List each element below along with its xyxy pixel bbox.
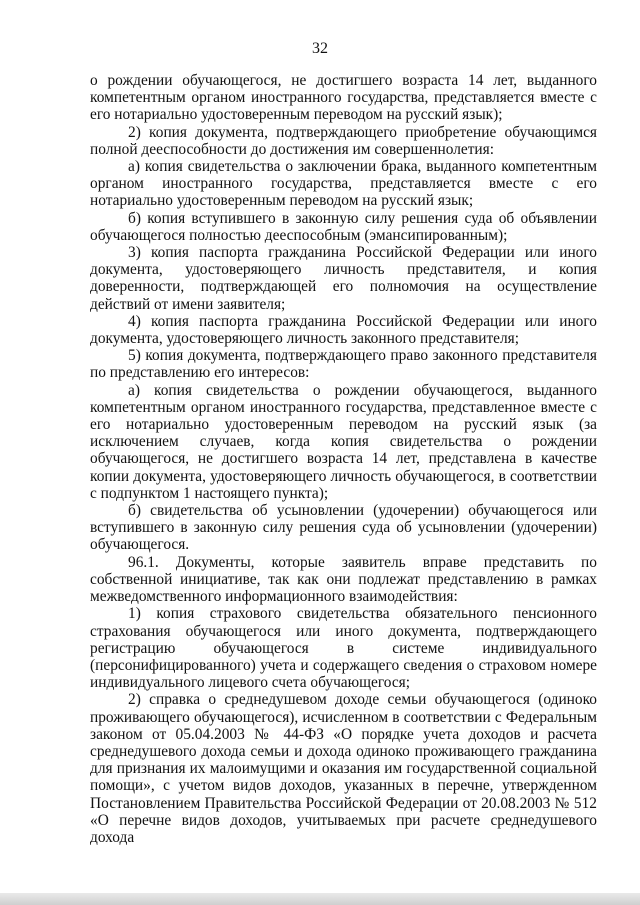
paragraph-96-1-item-2: 2) справка о среднедушевом доходе семьи обучающегося (одиноко проживающего обучающегося), исчисленном в соответствии с Федеральным законом от 05.04.2003 № 44-ФЗ «О порядке учета доходов и расчета среднедушевого дохода семьи и дохода одиноко проживающего гражданина для признания их малоимущими и оказания им государственной социальной помощи», с учетом видов доходов, указанных в перечне, утвержденном Постановлением Правительства Российской Федерации от 20.08.2003 № 512 «О перечне видов доходов, учитываемых при расчете среднедушевого дохода [90,691,597,846]
paragraph-section-96-1: 96.1. Документы, которые заявитель вправе представить по собственной инициативе, так как они подлежат представлению в рамках межведомственного информационного взаимодействия: [90,553,597,606]
paragraph-item-4: 4) копия паспорта гражданина Российской Федерации или иного документа, удостоверяющего личность законного представителя; [90,312,597,348]
paragraph-item-2: 2) копия документа, подтверждающего приобретение обучающимся полной дееспособности до достижения им совершеннолетия: [90,123,597,158]
paragraph-continuation: о рождении обучающегося, не достигшего возраста 14 лет, выданного компетентным органом иностранного государства, представляется вместе с его нотариально удостоверенным переводом на русский язык); [90,72,597,124]
paragraph-96-1-item-1: 1) копия страхового свидетельства обязательного пенсионного страхования обучающегося или иного документа, подтверждающего регистрацию обучающегося в системе индивидуального (персонифицированного) учета и содержащего сведения о страховом номере индивидуального лицевого счета обучающегося; [90,605,597,692]
scan-bottom-edge [0,893,640,905]
paragraph-item-5a: а) копия свидетельства о рождении обучающегося, выданного компетентным органом иностранного государства, представленное вместе с его нотариально удостоверенным переводом на русский язык (за исключением случаев, когда копия свидетельства о рождении обучающегося, не достигшего возраста 14 лет, представлена в качестве копии документа, удостоверяющего личность обучающегося, в соответствии с подпунктом 1 настоящего пункта); [90,381,597,502]
page-number: 32 [312,40,328,57]
paragraph-item-2b: б) копия вступившего в законную силу решения суда об объявлении обучающегося полностью дееспособным (эмансипированным); [90,209,597,244]
document-body [90,72,597,846]
paragraph-item-3: 3) копия паспорта гражданина Российской Федерации или иного документа, удостоверяющего личность представителя, и копия доверенности, подтверждающей его полномочия на осуществление действий от имени заявителя; [90,244,597,313]
paragraph-item-5b: б) свидетельства об усыновлении (удочерении) обучающегося или вступившего в законную силу решения суда об усыновлении (удочерении) обучающегося. [90,502,597,554]
paragraph-item-2a: а) копия свидетельства о заключении брака, выданного компетентным органом иностранного государства, представляется вместе с его нотариально удостоверенным переводом на русский язык; [90,158,597,210]
paragraph-item-5: 5) копия документа, подтверждающего право законного представителя по представлению его интересов: [90,347,597,382]
